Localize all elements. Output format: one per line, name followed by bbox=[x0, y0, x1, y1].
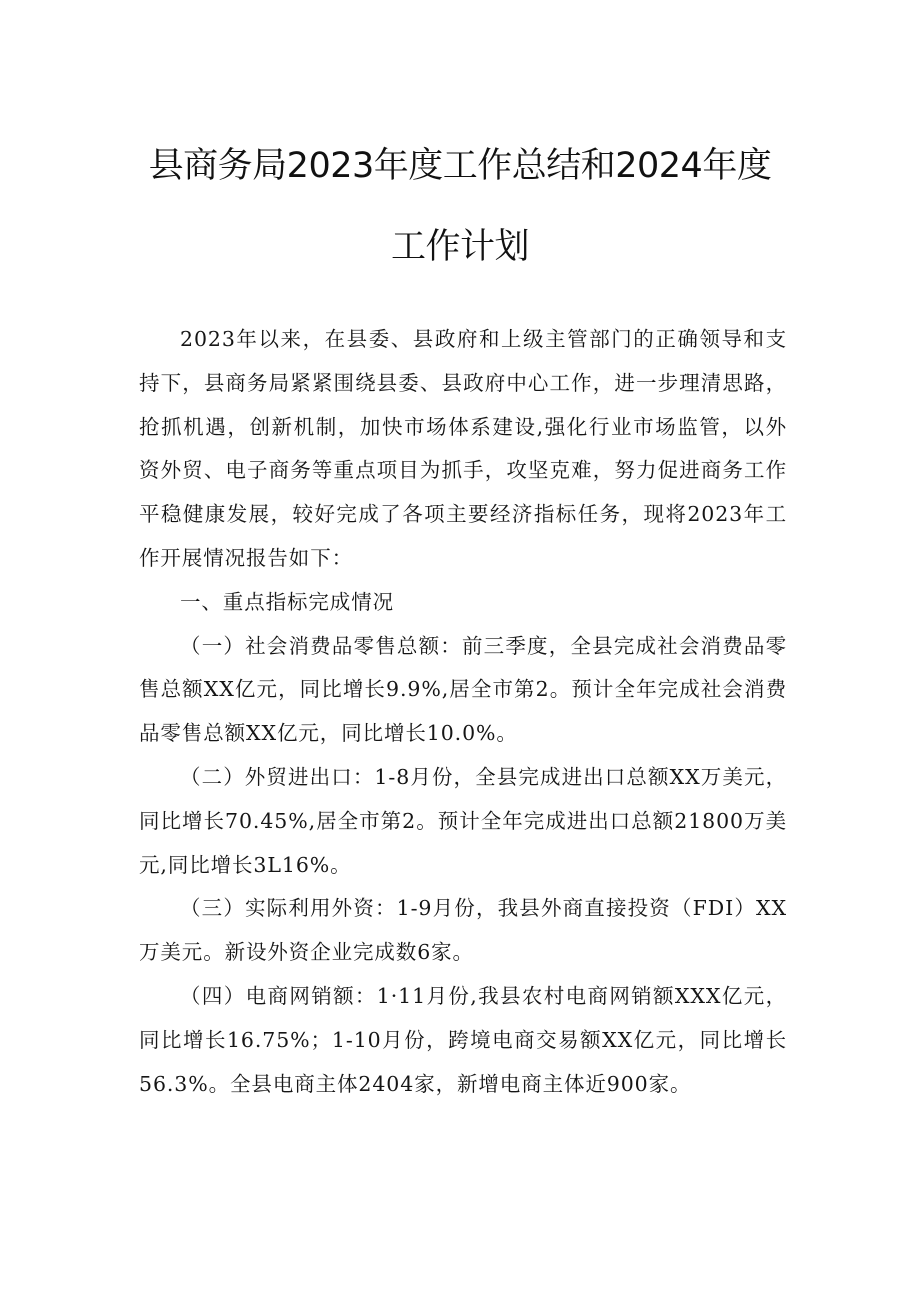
document-title-line-2: 工作计划 bbox=[390, 227, 529, 267]
intro-paragraph: 2023年以来，在县委、县政府和上级主管部门的正确领导和支持下，县商务局紧紧围绕县委、县政府中心工作，进一步理清思路，抢抓机遇，创新机制，加快市场体系建设,强化行业市场监管，以外资外贸、电子商务等重点项目为抓手，攻坚克难，努力促进商务工作平稳健康发展，较好完成了各项主要经济指标任务，现将2023年工作开展情况报告如下： bbox=[139, 327, 787, 570]
section-heading-1: 一、重点指标完成情况 bbox=[180, 589, 394, 614]
ecommerce-paragraph: （四）电商网销额：1·11月份,我县农村电商网销额XXX亿元，同比增长16.75%；1-10月份，跨境电商交易额XX亿元，同比增长56.3%。全县电商主体2404家，新增电商主体近900家。 bbox=[139, 983, 787, 1096]
document-title-line-1: 县商务局2023年度工作总结和2024年度 bbox=[148, 146, 772, 186]
foreign-investment-paragraph: （三）实际利用外资：1-9月份，我县外商直接投资（FDI）XX万美元。新设外资企业完成数6家。 bbox=[139, 896, 787, 965]
retail-sales-paragraph: （一）社会消费品零售总额：前三季度，全县完成社会消费品零售总额XX亿元，同比增长9.9%,居全市第2。预计全年完成社会消费品零售总额XX亿元，同比增长10.0%。 bbox=[139, 633, 787, 746]
foreign-trade-paragraph: （二）外贸进出口：1-8月份，全县完成进出口总额XX万美元，同比增长70.45%,居全市第2。预计全年完成进出口总额21800万美元,同比增长3L16%。 bbox=[139, 764, 787, 877]
document-body bbox=[139, 318, 787, 1106]
